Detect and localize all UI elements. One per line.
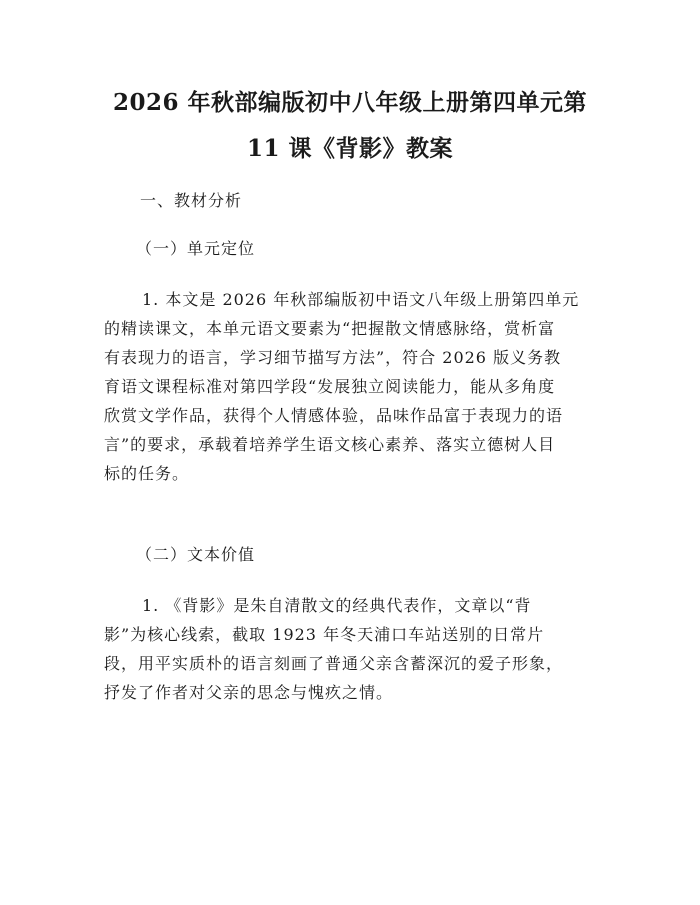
document-title-line-1: 2026 年秋部编版初中八年级上册第四单元第 — [112, 89, 588, 116]
paragraph-line: 抒发了作者对父亲的思念与愧疚之情。 — [104, 683, 394, 702]
subsection-heading-unit-position: （一）单元定位 — [136, 239, 256, 258]
paragraph-line: 欣赏文学作品，获得个人情感体验，品味作品富于表现力的语 — [104, 406, 564, 425]
paragraph-text-value — [104, 591, 604, 707]
paragraph-line: 育语文课程标准对第四学段“发展独立阅读能力，能从多角度 — [104, 377, 556, 396]
paragraph-line: 的精读课文，本单元语文要素为“把握散文情感脉络，赏析富 — [104, 319, 556, 338]
paragraph-unit-position — [104, 285, 604, 488]
paragraph-line: 1. 本文是 2026 年秋部编版初中语文八年级上册第四单元 — [142, 290, 580, 309]
document-title-line-2: 11 课《背影》教案 — [246, 135, 453, 162]
paragraph-line: 言”的要求，承载着培养学生语文核心素养、落实立德树人目 — [104, 435, 556, 454]
paragraph-line: 有表现力的语言，学习细节描写方法”，符合 2026 版义务教 — [104, 348, 562, 367]
paragraph-line: 影”为核心线索，截取 1923 年冬天浦口车站送别的日常片 — [104, 625, 545, 644]
paragraph-line: 段，用平实质朴的语言刻画了普通父亲含蓄深沉的爱子形象， — [104, 654, 564, 673]
section-heading-textbook-analysis: 一、教材分析 — [140, 191, 243, 210]
paragraph-line: 标的任务。 — [104, 464, 190, 483]
subsection-heading-text-value: （二）文本价值 — [136, 545, 256, 564]
paragraph-line: 1. 《背影》是朱自清散文的经典代表作，文章以“背 — [142, 596, 532, 615]
